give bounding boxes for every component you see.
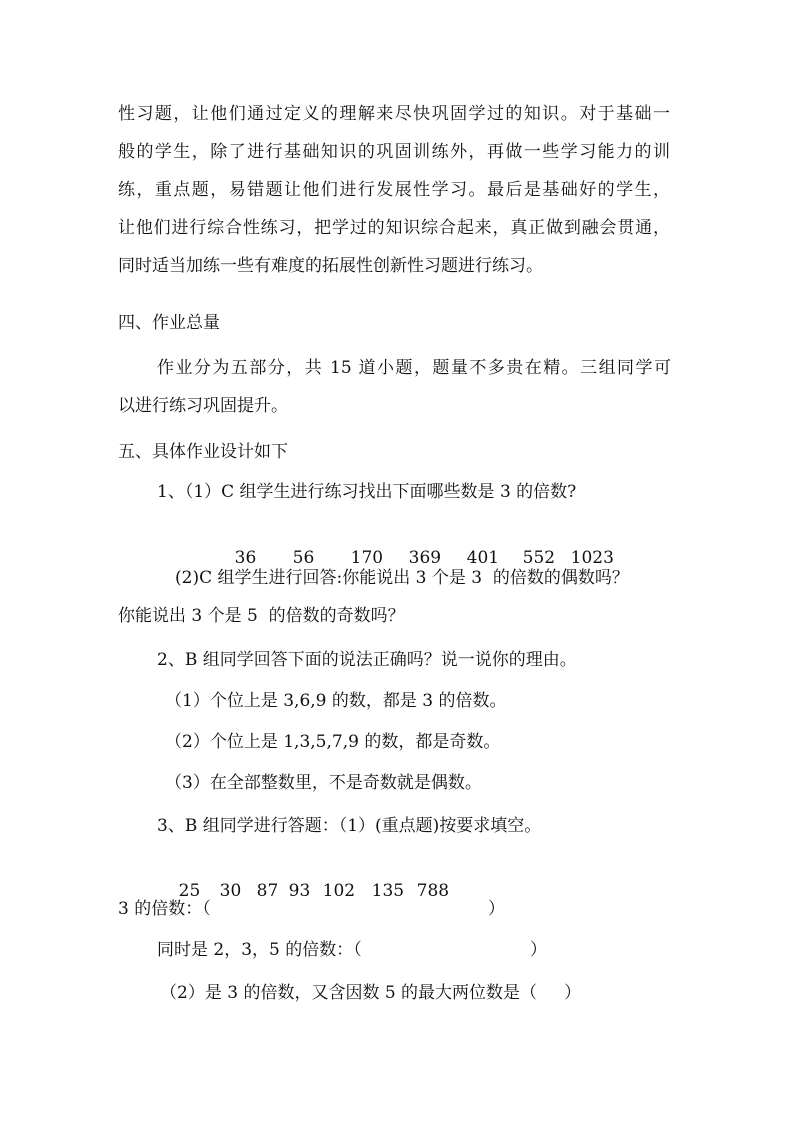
- paragraph-line-3: 练，重点题，易错题让他们进行发展性学习。最后是基础好的学生，: [118, 180, 670, 200]
- q3-number: 30: [219, 881, 242, 901]
- q3-number: 25: [178, 881, 201, 901]
- q3-blank-1-close: ）: [488, 899, 505, 919]
- q1-part1: 1、（1）C 组学生进行练习找出下面哪些数是 3 的倍数?: [157, 482, 577, 502]
- q1-number: 401: [466, 548, 500, 568]
- q2-prompt: 2、B 组同学回答下面的说法正确吗？说一说你的理由。: [157, 650, 577, 670]
- q3-number: 102: [322, 881, 356, 901]
- paragraph-line-2: 般的学生，除了进行基础知识的巩固训练外，再做一些学习能力的训: [118, 142, 670, 162]
- q3-blank-2-close: ）: [530, 940, 547, 960]
- q1-part2-line-2: 你能说出 3 个是 5 的倍数的奇数吗？: [118, 606, 405, 626]
- q3-number: 135: [371, 881, 405, 901]
- q1-number: 36: [234, 548, 257, 568]
- q2-item-1: （1）个位上是 3,6,9 的数，都是 3 的倍数。: [165, 691, 507, 711]
- q1-part2-line-1: (2)C 组学生进行回答:你能说出 3 个是 3 的倍数的偶数吗？: [175, 568, 629, 588]
- paragraph-line-5: 同时适当加练一些有难度的拓展性创新性习题进行练习。: [118, 256, 543, 276]
- q3-number: 87: [256, 881, 279, 901]
- q1-number: 1023: [570, 548, 614, 568]
- section-4-line-2: 以进行练习巩固提升。: [118, 396, 288, 416]
- paragraph-line-4: 让他们进行综合性练习，把学过的知识综合起来，真正做到融会贯通，: [118, 218, 670, 238]
- q3-blank-2-label: 同时是 2，3，5 的倍数：（: [157, 940, 362, 960]
- q3-number: 788: [416, 881, 450, 901]
- section-5-heading: 五、具体作业设计如下: [118, 442, 288, 462]
- q1-number: 552: [522, 548, 556, 568]
- paragraph-line-1: 性习题，让他们通过定义的理解来尽快巩固学过的知识。对于基础一: [118, 104, 670, 124]
- q1-number: 170: [350, 548, 384, 568]
- q2-item-3: （3）在全部整数里，不是奇数就是偶数。: [165, 773, 482, 793]
- q3-part2: （2）是 3 的倍数，又含因数 5 的最大两位数是（ ）: [160, 983, 582, 1003]
- q1-number: 369: [408, 548, 442, 568]
- section-4-line-1: 作业分为五部分，共 15 道小题，题量不多贵在精。三组同学可: [157, 358, 671, 378]
- q1-number: 56: [292, 548, 315, 568]
- q3-prompt: 3、B 组同学进行答题：（1）(重点题)按要求填空。: [157, 816, 542, 836]
- q2-item-2: （2）个位上是 1,3,5,7,9 的数，都是奇数。: [165, 732, 501, 752]
- q3-blank-1-label: 3 的倍数：（: [118, 899, 211, 919]
- q3-number: 93: [288, 881, 311, 901]
- section-4-heading: 四、作业总量: [118, 313, 220, 333]
